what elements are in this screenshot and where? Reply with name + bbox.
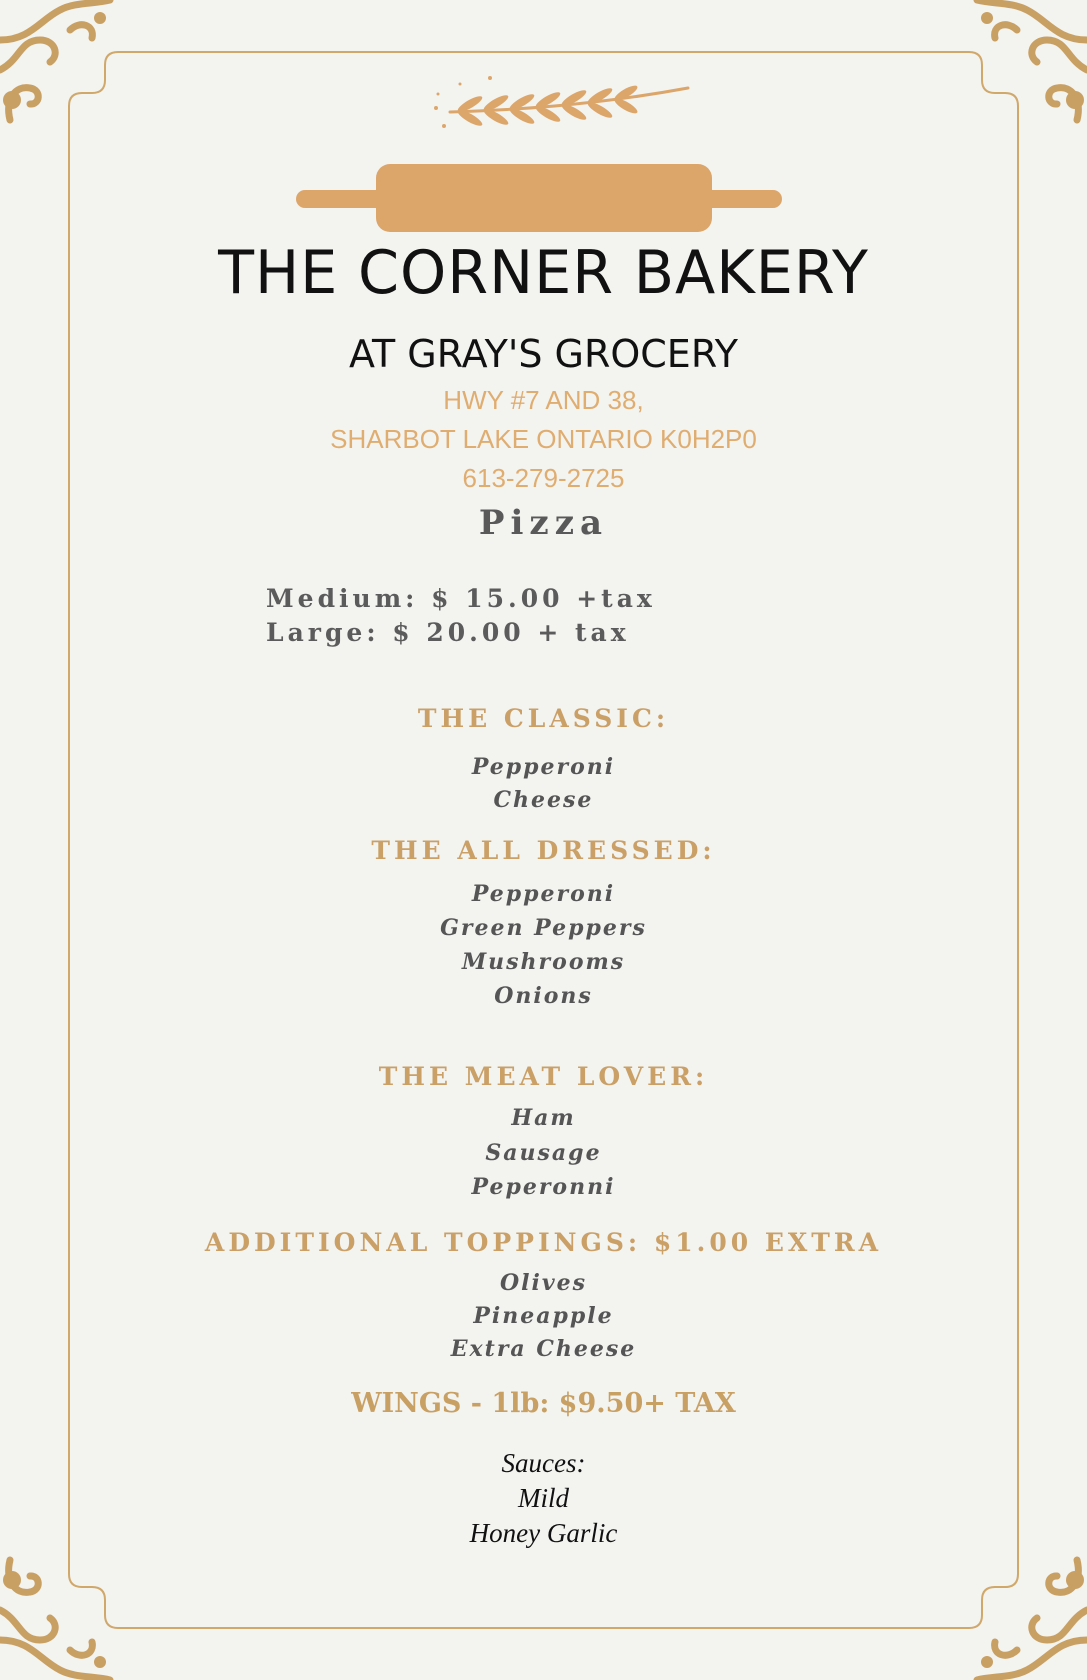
price-list: [266, 582, 656, 650]
menu-item: Sausage: [485, 1140, 602, 1166]
menu-item: Pepperoni: [471, 881, 616, 907]
phone-number: 613-279-2725: [462, 463, 625, 493]
menu-item: Peperonni: [471, 1174, 616, 1200]
menu-item: Cheese: [493, 787, 594, 813]
section-title: THE ALL DRESSED:: [371, 836, 716, 865]
wings-price: WINGS - 1lb: $9.50+ TAX: [351, 1388, 736, 1419]
price-medium: Medium: $ 15.00 +tax: [266, 584, 656, 613]
corner-ornament-icon: [967, 0, 1087, 140]
section-title: THE MEAT LOVER:: [378, 1062, 709, 1091]
corner-ornament-icon: [0, 1540, 120, 1680]
menu-item: Extra Cheese: [450, 1336, 637, 1362]
price-large: Large: $ 20.00 + tax: [266, 618, 630, 647]
section-title: ADDITIONAL TOPPINGS: $1.00 EXTRA: [204, 1228, 883, 1257]
menu-item: Ham: [511, 1105, 576, 1131]
menu-item: Pepperoni: [471, 754, 616, 780]
sauce-item: Honey Garlic: [469, 1518, 618, 1548]
corner-ornament-icon: [0, 0, 120, 140]
menu-item: Onions: [494, 983, 593, 1009]
bakery-subtitle: AT GRAY'S GROCERY: [348, 332, 739, 376]
menu-item: Mushrooms: [461, 949, 626, 975]
rolling-pin-icon: [296, 164, 782, 234]
bakery-title: THE CORNER BAKERY: [218, 238, 869, 308]
sauces-label: Sauces:: [501, 1448, 586, 1478]
address-line-1: HWY #7 AND 38,: [443, 385, 644, 415]
menu-item: Pineapple: [473, 1303, 614, 1329]
corner-ornament-icon: [967, 1540, 1087, 1680]
section-title: THE CLASSIC:: [417, 704, 670, 733]
wheat-icon: [430, 70, 690, 136]
menu-item: Green Peppers: [440, 915, 647, 941]
address-line-2: SHARBOT LAKE ONTARIO K0H2P0: [330, 424, 757, 454]
menu-item: Olives: [499, 1270, 588, 1296]
menu-heading: Pizza: [478, 503, 609, 543]
sauce-item: Mild: [518, 1483, 569, 1513]
